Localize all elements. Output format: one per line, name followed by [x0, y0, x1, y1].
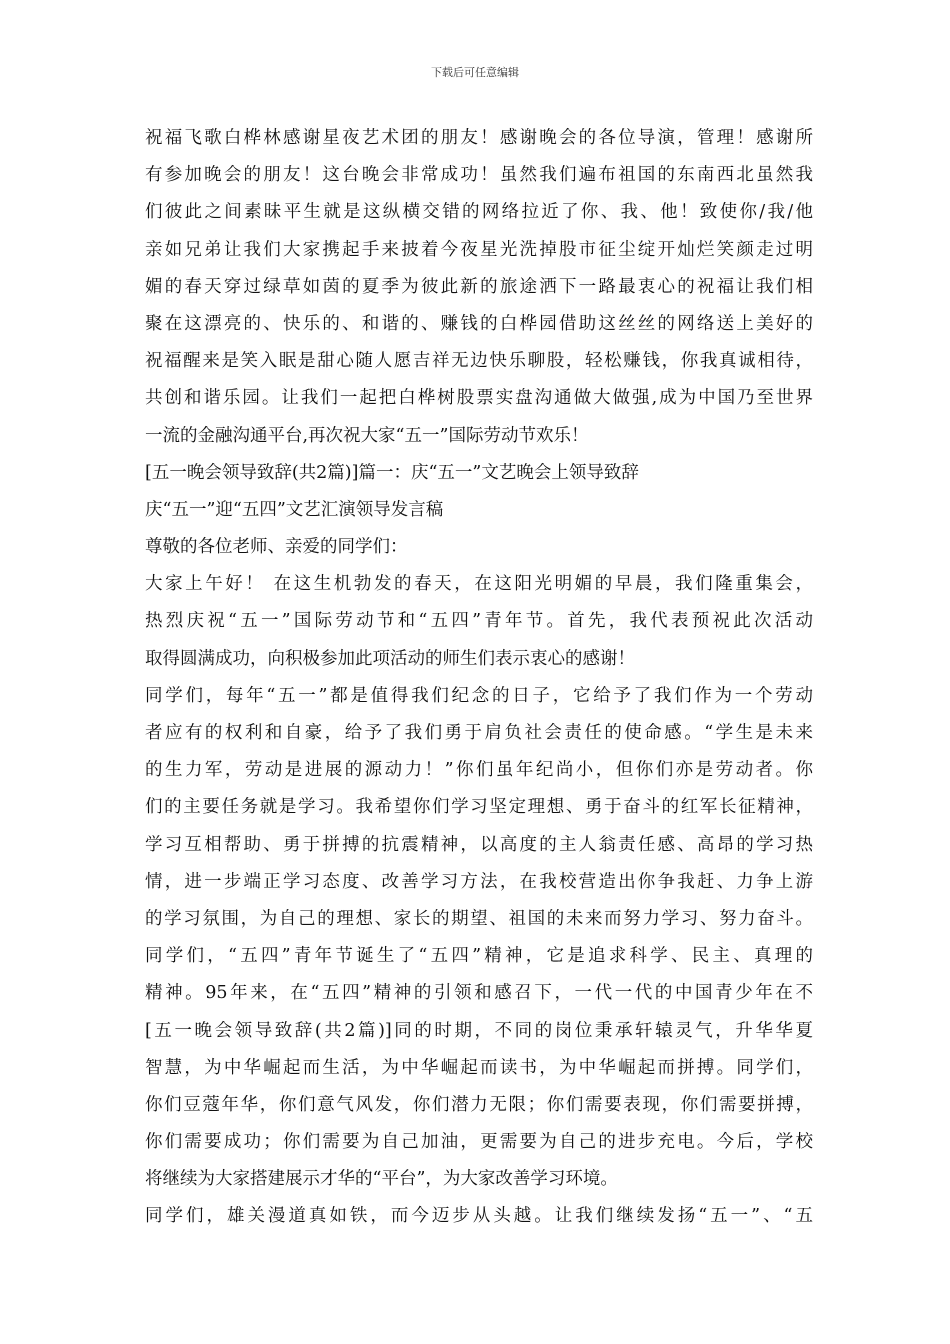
- text-line: 你们豆蔻年华，你们意气风发，你们潜力无限；你们需要表现，你们需要拼搏，: [145, 1094, 813, 1115]
- page-header: 下载后可任意编辑: [431, 66, 519, 79]
- text-line: 们的主要任务就是学习。我希望你们学习坚定理想、勇于奋斗的红军长征精神，: [145, 797, 813, 818]
- salutation: 尊敬的各位老师、亲爱的同学们：: [145, 537, 408, 558]
- section-heading: [五一晚会领导致辞(共2篇)]篇一：庆“五一”文艺晚会上领导致辞: [145, 462, 639, 483]
- text-line: 祝福飞歌白桦林感谢星夜艺术团的朋友！感谢晚会的各位导演，管理！感谢所: [145, 128, 813, 148]
- text-line: 亲如兄弟让我们大家携起手来披着今夜星光洗掉股市征尘绽开灿烂笑颜走过明: [145, 239, 813, 260]
- text-line: 共创和谐乐园。让我们一起把白桦树股票实盘沟通做大做强,成为中国乃至世界: [145, 388, 813, 409]
- speech-title: 庆“五一”迎“五四”文艺汇演领导发言稿: [145, 499, 444, 520]
- text-line: 热烈庆祝“五一”国际劳动节和“五四”青年节。首先，我代表预祝此次活动: [145, 611, 813, 632]
- document-body: [145, 120, 813, 1236]
- text-line: 智慧，为中华崛起而生活，为中华崛起而读书，为中华崛起而拼搏。同学们，: [145, 1057, 813, 1078]
- text-line: 们彼此之间素昧平生就是这纵横交错的网络拉近了你、我、他！致使你/我/他: [145, 202, 813, 223]
- text-line: [五一晚会领导致辞(共2篇)]同的时期，不同的岗位秉承轩辕灵气，升华华夏: [145, 1020, 813, 1041]
- text-line: 的学习氛围，为自己的理想、家长的期望、祖国的未来而努力学习、努力奋斗。: [145, 908, 813, 929]
- text-line: 祝福醒来是笑入眠是甜心随人愿吉祥无边快乐聊股，轻松赚钱，你我真诚相待，: [145, 351, 813, 372]
- text-line: 大家上午好！ 在这生机勃发的春天，在这阳光明媚的早晨，我们隆重集会，: [145, 574, 813, 595]
- text-line: 你们需要成功；你们需要为自己加油，更需要为自己的进步充电。今后，学校: [145, 1132, 813, 1153]
- text-line: 情，进一步端正学习态度、改善学习方法，在我校营造出你争我赶、力争上游: [145, 871, 813, 892]
- text-line: 的生力军，劳动是进展的源动力！”你们虽年纪尚小，但你们亦是劳动者。你: [145, 760, 813, 781]
- text-line: 聚在这漂亮的、快乐的、和谐的、赚钱的白桦园借助这丝丝的网络送上美好的: [145, 313, 813, 334]
- text-line: 有参加晚会的朋友！这台晚会非常成功！虽然我们遍布祖国的东南西北虽然我: [145, 165, 813, 186]
- text-line: 同学们，雄关漫道真如铁，而今迈步从头越。让我们继续发扬“五一”、“五: [145, 1206, 813, 1227]
- text-line: 同学们，每年“五一”都是值得我们纪念的日子，它给予了我们作为一个劳动: [145, 685, 813, 706]
- text-line: 同学们，“五四”青年节诞生了“五四”精神，它是追求科学、民主、真理的: [145, 946, 813, 967]
- text-line: 一流的金融沟通平台,再次祝大家“五一”国际劳动节欢乐！: [145, 425, 589, 446]
- text-line: 取得圆满成功，向积极参加此项活动的师生们表示衷心的感谢！: [145, 648, 635, 669]
- text-line: 将继续为大家搭建展示才华的“平台”，为大家改善学习环境。: [145, 1169, 618, 1190]
- text-line: 学习互相帮助、勇于拼搏的抗震精神，以高度的主人翁责任感、高昂的学习热: [145, 834, 813, 855]
- text-line: 精神。95年来，在“五四”精神的引领和感召下，一代一代的中国青少年在不: [145, 983, 813, 1004]
- text-line: 媚的春天穿过绿草如茵的夏季为彼此新的旅途洒下一路最衷心的祝福让我们相: [145, 276, 813, 297]
- text-line: 者应有的权利和自豪，给予了我们勇于肩负社会责任的使命感。“学生是未来: [145, 723, 813, 743]
